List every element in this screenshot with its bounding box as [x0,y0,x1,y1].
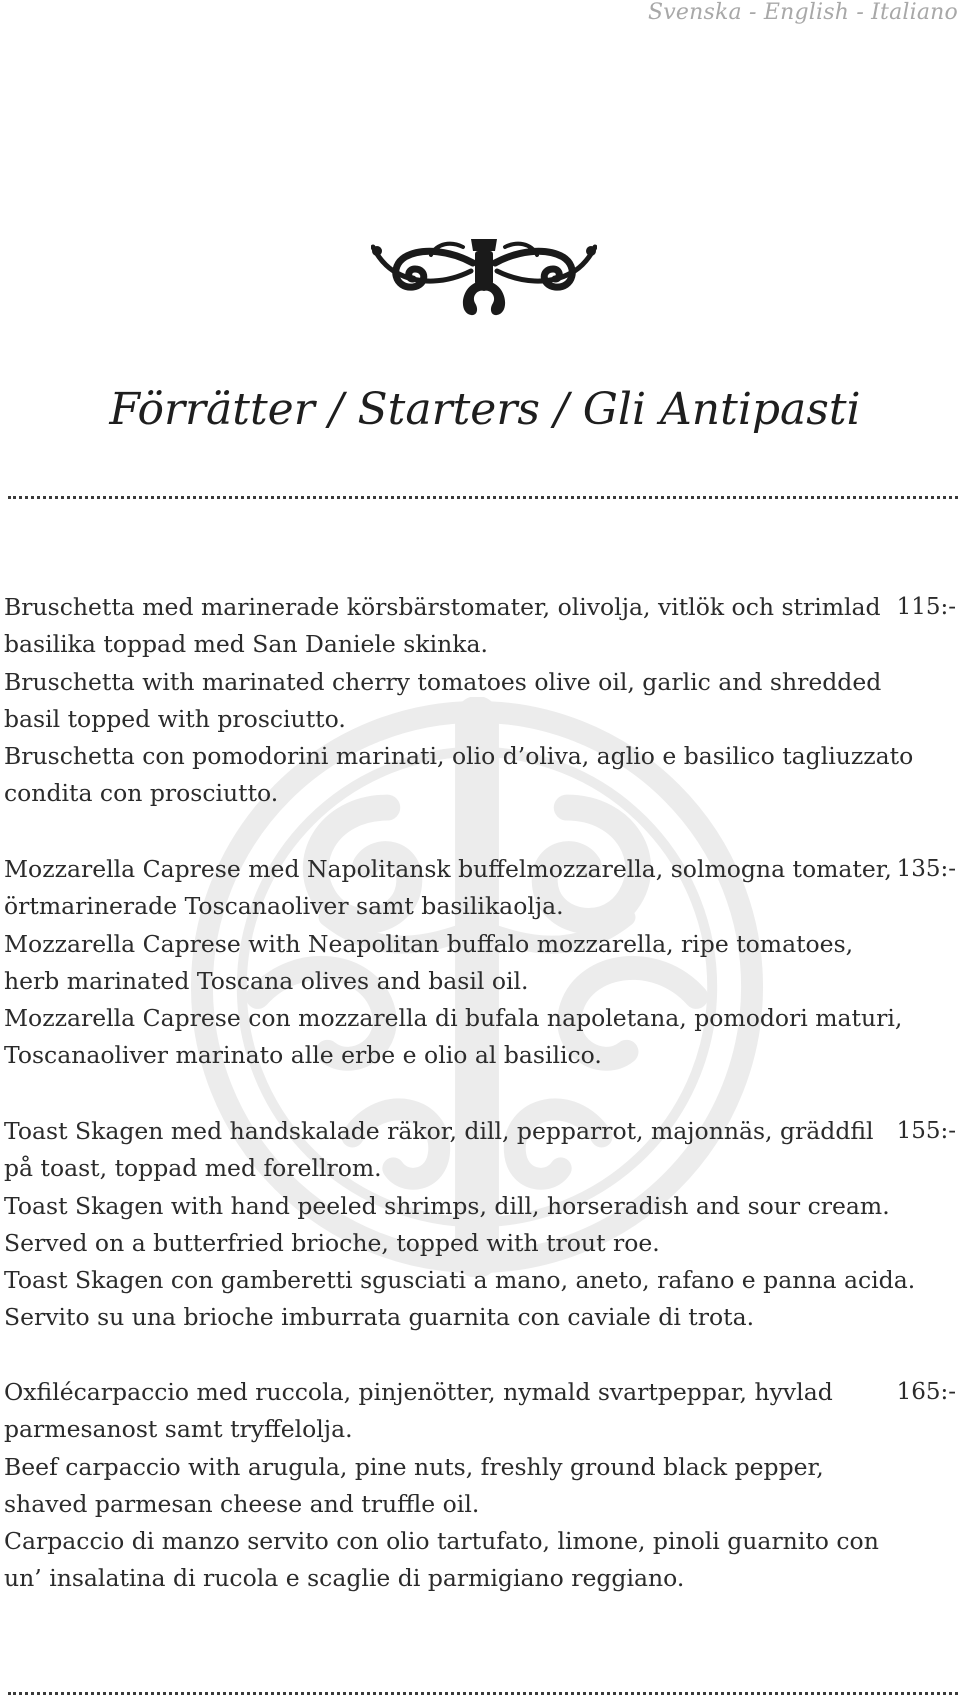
item-description-line: Served on a butterfried brioche, topped with trout roe. [4,1228,660,1257]
item-description-line: Toast Skagen con gamberetti sgusciati a mano, aneto, rafano e panna acida. [4,1266,916,1295]
menu-item [4,1374,956,1598]
dotted-divider-top [8,496,958,499]
item-description-line: Bruschetta med marinerade körsbärstomater, olivolja, vitlök och strimlad [4,593,881,621]
item-price: 165:- [896,1379,956,1405]
item-price: 135:- [896,856,956,882]
item-price: 115:- [896,594,956,620]
item-description-line: Toast Skagen med handskalade räkor, dill, pepparrot, majonnäs, gräddfil [4,1117,874,1145]
item-description-line: Toscanaoliver marinato alle erbe e olio al basilico. [4,1041,602,1070]
dotted-divider-bottom [8,1692,958,1695]
menu-item [4,1113,956,1337]
item-description-line: shaved parmesan cheese and truffle oil. [4,1489,480,1518]
item-description-line: Oxfilécarpaccio med ruccola, pinjenötter, nymald svartpeppar, hyvlad [4,1378,833,1406]
item-description-line: un’ insalatina di rucola e scaglie di parmigiano reggiano. [4,1564,685,1593]
page-title: Förrätter / Starters / Gli Antipasti [109,384,861,435]
item-description-line: örtmarinerade Toscanaoliver samt basilikaolja. [4,892,564,921]
item-description-line: basilika toppad med San Daniele skinka. [4,630,488,659]
language-selector[interactable]: Svenska - English - Italiano [648,0,958,25]
item-description-line: parmesanost samt tryffelolja. [4,1415,353,1444]
item-description-line: Mozzarella Caprese with Neapolitan buffalo mozzarella, ripe tomatoes, [4,929,854,958]
item-price: 155:- [896,1118,956,1144]
item-description-line: Bruschetta with marinated cherry tomatoes olive oil, garlic and shredded [4,667,882,696]
flourish-ornament-icon [371,233,597,318]
item-description-line: på toast, toppad med forellrom. [4,1154,382,1183]
item-description-line: Carpaccio di manzo servito con olio tartufato, limone, pinoli guarnito con [4,1527,879,1556]
item-description-line: Mozzarella Caprese con mozzarella di bufala napoletana, pomodori maturi, [4,1004,903,1033]
menu-item [4,589,956,813]
item-description-line: Bruschetta con pomodorini marinati, olio d’oliva, aglio e basilico tagliuzzato [4,742,914,771]
item-description-line: condita con prosciutto. [4,779,279,808]
item-description-line: Beef carpaccio with arugula, pine nuts, freshly ground black pepper, [4,1452,824,1481]
item-description-line: herb marinated Toscana olives and basil oil. [4,966,529,995]
menu-item [4,851,956,1075]
item-description-line: Toast Skagen with hand peeled shrimps, dill, horseradish and sour cream. [4,1191,890,1220]
item-description-line: basil topped with prosciutto. [4,704,346,733]
item-description-line: Mozzarella Caprese med Napolitansk buffelmozzarella, solmogna tomater, [4,855,892,883]
item-description-line: Servito su una brioche imburrata guarnita con caviale di trota. [4,1303,755,1332]
